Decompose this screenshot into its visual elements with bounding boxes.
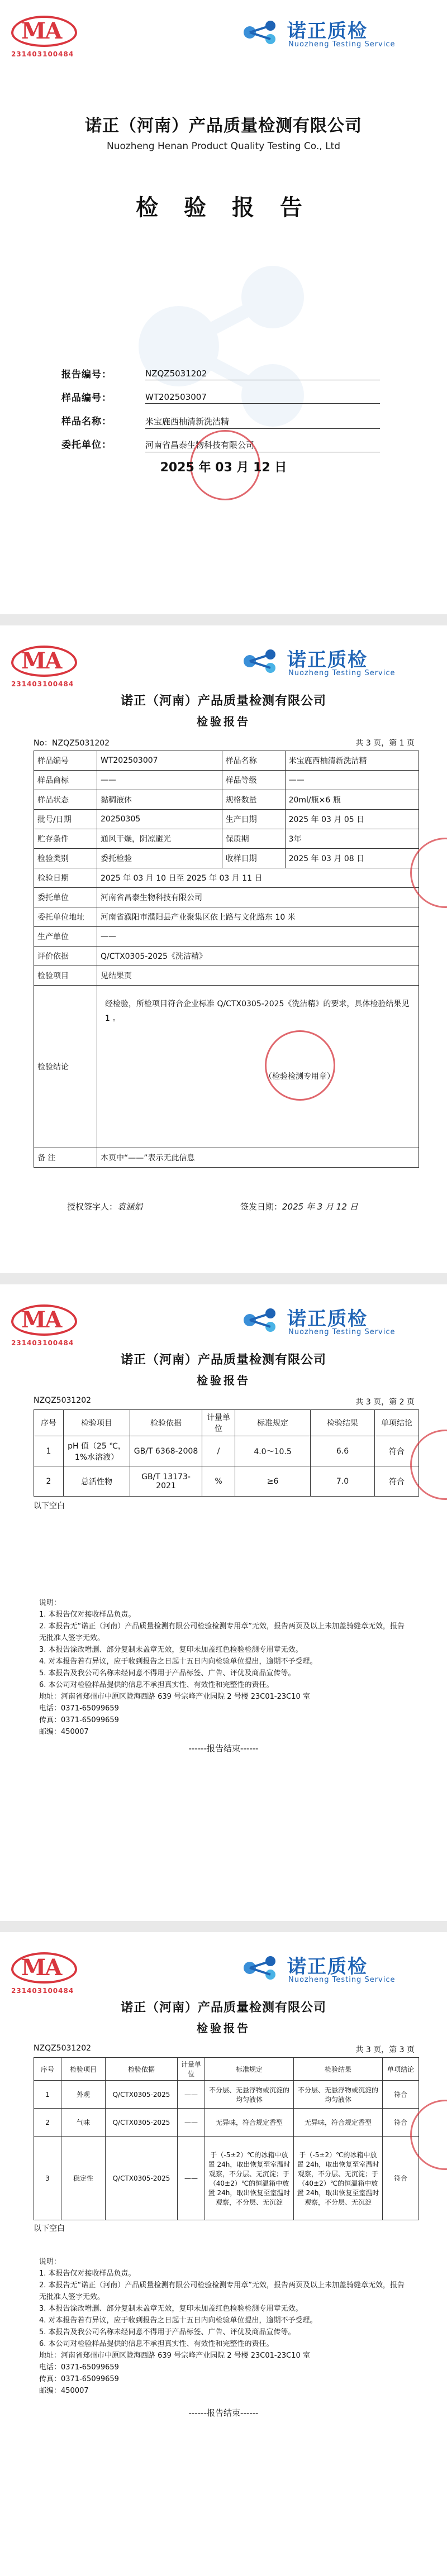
results-page-2: [0, 1932, 447, 2576]
table-row: [34, 947, 419, 966]
table-cell: 3年: [285, 829, 419, 849]
brand-name-en: Nuozheng Testing Service: [288, 40, 396, 49]
blank-below-note: 以下空白: [34, 1502, 65, 1511]
table-row: [34, 751, 419, 771]
table-cell: 符合: [375, 1436, 419, 1466]
table-cell: 20250305: [97, 810, 222, 829]
table-header-cell: 标准规定: [205, 2058, 294, 2081]
table-cell: 3: [34, 2137, 61, 2220]
table-cell: 符合: [383, 2109, 419, 2137]
table-cell: 样品名称: [222, 751, 285, 771]
summary-page: [0, 625, 447, 1273]
table-cell: ——: [285, 771, 419, 790]
ma-number: 231403100484: [11, 50, 74, 58]
brand-logo: 诺正质检 Nuozheng Testing Service: [241, 1301, 415, 1339]
table-row: [34, 2109, 419, 2137]
approver-line: 授权签字人：袁涵娟: [67, 1202, 143, 1212]
table-cell: 外观: [61, 2081, 106, 2109]
report-number: NZQZ5031202: [34, 2044, 92, 2053]
table-cell: 样品等级: [222, 771, 285, 790]
results-table: [34, 2057, 419, 2220]
table-cell: 无异味，符合规定香型: [294, 2109, 383, 2137]
table-cell: 检验项目: [34, 966, 97, 986]
report-title: 检验报告: [197, 715, 250, 728]
table-cell: WT202503007: [97, 751, 222, 771]
table-cell: GB/T 13173-2021: [130, 1466, 202, 1497]
table-cell: 20ml/瓶×6 瓶: [285, 790, 419, 810]
table-cell: /: [202, 1436, 235, 1466]
table-cell: ——: [178, 2081, 205, 2109]
company-name: 诺正（河南）产品质量检测有限公司: [120, 2001, 326, 2015]
table-cell: 黏稠液体: [97, 790, 222, 810]
table-cell: Q/CTX0305-2025: [106, 2109, 178, 2137]
cover-page: [0, 0, 447, 614]
report-header-line: [34, 1396, 415, 1405]
table-cell: 委托检验: [97, 849, 222, 868]
conclusion-row: [34, 986, 419, 1148]
table-cell: %: [202, 1466, 235, 1497]
brand-logo: 诺正质检 Nuozheng Testing Service: [241, 1949, 415, 1987]
table-row: [34, 966, 419, 986]
table-header-cell: 检验依据: [130, 1410, 202, 1436]
table-cell: 备 注: [34, 1148, 97, 1168]
report-header-line: [34, 737, 415, 748]
table-cell: 稳定性: [61, 2137, 106, 2220]
table-row: [34, 2081, 419, 2109]
table-cell: [97, 986, 419, 1148]
report-header-line: [34, 2044, 415, 2053]
ma-certification-mark: [11, 16, 95, 58]
approver-signature: 袁涵娟: [117, 1202, 143, 1212]
table-cell: 1: [34, 2081, 61, 2109]
summary-table: [34, 751, 419, 1168]
table-cell: 通风干燥，阴凉避光: [97, 829, 222, 849]
table-cell: pH 值（25 ℃，1%水溶液）: [64, 1436, 130, 1466]
brand-logo: 诺正质检 Nuozheng Testing Service: [241, 642, 415, 680]
table-cell: 于（-5±2）℃的冰箱中放置 24h，取出恢复至室温时观察，不分层、无沉淀；于（40±2）℃的恒温箱中放置 24h，取出恢复至室温时观察，不分层、无沉淀: [205, 2137, 294, 2220]
table-header-row: [34, 1410, 419, 1436]
table-row: [34, 829, 419, 849]
table-cell: Q/CTX0305-2025: [106, 2137, 178, 2220]
report-title: 检验报告: [197, 2021, 250, 2035]
table-cell: 2025 年 03 月 05 日: [285, 810, 419, 829]
ma-logo-icon: MA: [11, 1952, 78, 1985]
table-cell: 于（-5±2）℃的冰箱中放置 24h，取出恢复至室温时观察，不分层、无沉淀；于（40±2）℃的恒温箱中放置 24h，取出恢复至室温时观察，不分层、无沉淀: [294, 2137, 383, 2220]
table-cell: 4.0～10.5: [235, 1436, 311, 1466]
inspection-seal-label: （检验检测专用章）: [264, 1072, 335, 1081]
results-table: [34, 1409, 419, 1497]
table-cell: 2: [34, 1466, 64, 1497]
table-cell: 检验结论: [34, 986, 97, 1148]
table-header-cell: 检验项目: [61, 2058, 106, 2081]
table-row: [34, 868, 419, 888]
table-cell: ——: [97, 927, 419, 947]
table-cell: 见结果页: [97, 966, 419, 986]
table-header-cell: 检验项目: [64, 1410, 130, 1436]
company-name: 诺正（河南）产品质量检测有限公司: [120, 1353, 326, 1367]
report-end-line: ------报告结束------: [188, 2408, 259, 2418]
table-cell: GB/T 6368-2008: [130, 1436, 202, 1466]
table-row: [34, 1436, 419, 1466]
table-cell: ——: [178, 2109, 205, 2137]
table-cell: 评价依据: [34, 947, 97, 966]
table-cell: 不分层、无悬浮物或沉淀的均匀液体: [205, 2081, 294, 2109]
company-name: 诺正（河南）产品质量检测有限公司: [85, 116, 362, 136]
results-page-1: [0, 1284, 447, 1921]
table-cell: Q/CTX0305-2025: [106, 2081, 178, 2109]
table-cell: ≥6: [235, 1466, 311, 1497]
table-cell: 本页中“——”表示无此信息: [97, 1148, 419, 1168]
table-cell: 7.0: [311, 1466, 375, 1497]
table-header-cell: 序号: [34, 2058, 61, 2081]
notes-block: 说明： 1. 本报告仅对接收样品负责。 2. 本报告无“诺正（河南）产品质量检测有限公司检验检测专用章”无效，报告两页及以上未加盖骑缝章无效，报告无批准人签字无效。 3. 本报告涂改增删、部分复制未盖章无效，复印未加盖红色检验检测专用章无效。 4. 对本报告若有异议，应于收到报告之日起十五日内向检验单位提出，逾期不予受理。 5. 本报告及我公司名称未经同意不得用于产品标签、广告、评优及商品宣传等。 6. 本公司对检验样品提供的信息不承担真实性、有效性和完整性的责任。 地址：河南省郑州市中原区陇海西路 639 号宗峰产业园院 2 号楼 23C01-23C10 室 电话：0371-65099659 传真：0371-65099659 邮编：450007: [39, 1599, 405, 1736]
table-cell: 检验类别: [34, 849, 97, 868]
table-row: [34, 1148, 419, 1168]
table-cell: 符合: [383, 2137, 419, 2220]
table-cell: 生产日期: [222, 810, 285, 829]
table-header-cell: 单项结论: [375, 1410, 419, 1436]
table-cell: 米宝鹿西柚清新洗洁精: [285, 751, 419, 771]
table-header-cell: 序号: [34, 1410, 64, 1436]
table-cell: 贮存条件: [34, 829, 97, 849]
table-row: [34, 1466, 419, 1497]
table-row: [34, 888, 419, 907]
brand-logo: [241, 13, 415, 51]
molecule-icon: [241, 648, 280, 675]
brand-name: 诺正质检: [287, 20, 368, 42]
cover-date: 2025 年 03 月 12 日: [160, 461, 287, 475]
table-cell: 批号/日期: [34, 810, 97, 829]
report-title: 检 验 报 告: [136, 195, 311, 221]
table-cell: 委托单位地址: [34, 907, 97, 927]
ma-certification-mark: MA 231403100484: [11, 1304, 95, 1347]
table-cell: 符合: [383, 2081, 419, 2109]
table-cell: 保质期: [222, 829, 285, 849]
table-header-cell: 检验结果: [311, 1410, 375, 1436]
cover-field-sample-name: 样品名称： 米宝鹿西柚清新洗洁精: [61, 410, 374, 433]
table-cell: 气味: [61, 2109, 106, 2137]
table-header-row: [34, 2058, 419, 2081]
blank-below-note: 以下空白: [34, 2224, 65, 2233]
cover-field-report-no: 报告编号： NZQZ5031202: [61, 363, 374, 386]
table-cell: 检验日期: [34, 868, 97, 888]
table-cell: 河南省昌泰生物科技有限公司: [97, 888, 419, 907]
table-cell: 规格数量: [222, 790, 285, 810]
report-end-line: ------报告结束------: [188, 1743, 259, 1753]
page-number: 共 3 页，第 3 页: [355, 2045, 415, 2054]
table-row: [34, 810, 419, 829]
ma-logo-icon: MA: [11, 16, 78, 48]
table-cell: 6.6: [311, 1436, 375, 1466]
report-number: NZQZ5031202: [34, 1396, 92, 1405]
ma-certification-mark: MA 231403100484: [11, 1952, 95, 1995]
table-cell: 2: [34, 2109, 61, 2137]
table-cell: 样品编号: [34, 751, 97, 771]
table-header-cell: 计量单位: [178, 2058, 205, 2081]
table-header-cell: 单项结论: [383, 2058, 419, 2081]
report-title: 检验报告: [197, 1374, 250, 1387]
molecule-icon: [241, 1954, 280, 1981]
table-cell: Q/CTX0305-2025《洗洁精》: [97, 947, 419, 966]
table-cell: 收样日期: [222, 849, 285, 868]
table-cell: 无异味，符合规定香型: [205, 2109, 294, 2137]
page-number: 共 3 页，第 1 页: [355, 739, 415, 748]
cover-field-client: 委托单位： 河南省昌泰生物科技有限公司: [61, 433, 374, 457]
molecule-icon: [241, 1307, 280, 1334]
company-name: 诺正（河南）产品质量检测有限公司: [120, 694, 326, 708]
ma-logo-icon: MA: [11, 646, 78, 678]
molecule-icon: [241, 19, 280, 46]
table-cell: 委托单位: [34, 888, 97, 907]
table-cell: 1: [34, 1436, 64, 1466]
table-row: [34, 2137, 419, 2220]
table-cell: 总活性物: [64, 1466, 130, 1497]
table-header-cell: 检验结果: [294, 2058, 383, 2081]
table-cell: 样品商标: [34, 771, 97, 790]
table-cell: ——: [178, 2137, 205, 2220]
company-name-en: Nuozheng Henan Product Quality Testing Co., Ltd: [106, 141, 340, 152]
table-row: [34, 927, 419, 947]
table-row: [34, 907, 419, 927]
table-header-cell: 计量单位: [202, 1410, 235, 1436]
table-cell: 符合: [375, 1466, 419, 1497]
table-cell: 生产单位: [34, 927, 97, 947]
table-cell: 样品状态: [34, 790, 97, 810]
table-cell: 不分层、无悬浮物或沉淀的均匀液体: [294, 2081, 383, 2109]
conclusion-text: 经检验，所检项目符合企业标准 Q/CTX0305-2025《洗洁精》的要求，具体检验结果见 1 。: [105, 1000, 410, 1023]
table-cell: 2025 年 03 月 08 日: [285, 849, 419, 868]
table-header-cell: 检验依据: [106, 2058, 178, 2081]
cover-field-sample-no: 样品编号： WT202503007: [61, 386, 374, 410]
page-number: 共 3 页，第 2 页: [355, 1398, 415, 1407]
table-row: [34, 790, 419, 810]
issue-date-line: 签发日期：2025 年 3 月 12 日: [240, 1202, 358, 1212]
ma-logo-icon: MA: [11, 1304, 78, 1337]
table-cell: ——: [97, 771, 222, 790]
inspection-seal: [265, 1030, 335, 1101]
table-cell: 2025 年 03 月 10 日至 2025 年 03 月 11 日: [97, 868, 419, 888]
table-row: [34, 849, 419, 868]
table-cell: 河南省濮阳市濮阳县产业聚集区依上路与文化路东 10 米: [97, 907, 419, 927]
notes-block: 说明： 1. 本报告仅对接收样品负责。 2. 本报告无“诺正（河南）产品质量检测有限公司检验检测专用章”无效，报告两页及以上未加盖骑缝章无效，报告无批准人签字无效。 3. 本报告涂改增删、部分复制未盖章无效，复印未加盖红色检验检测专用章无效。 4. 对本报告若有异议，应于收到报告之日起十五日内向检验单位提出，逾期不予受理。 5. 本报告及我公司名称未经同意不得用于产品标签、广告、评优及商品宣传等。 6. 本公司对检验样品提供的信息不承担真实性、有效性和完整性的责任。 地址：河南省郑州市中原区陇海西路 639 号宗峰产业园院 2 号楼 23C01-23C10 室 电话：0371-65099659 传真：0371-65099659 邮编：450007: [39, 2258, 405, 2395]
table-header-cell: 标准规定: [235, 1410, 311, 1436]
report-number: No：NZQZ5031202: [34, 739, 110, 748]
table-row: [34, 771, 419, 790]
ma-certification-mark: MA 231403100484: [11, 646, 95, 688]
